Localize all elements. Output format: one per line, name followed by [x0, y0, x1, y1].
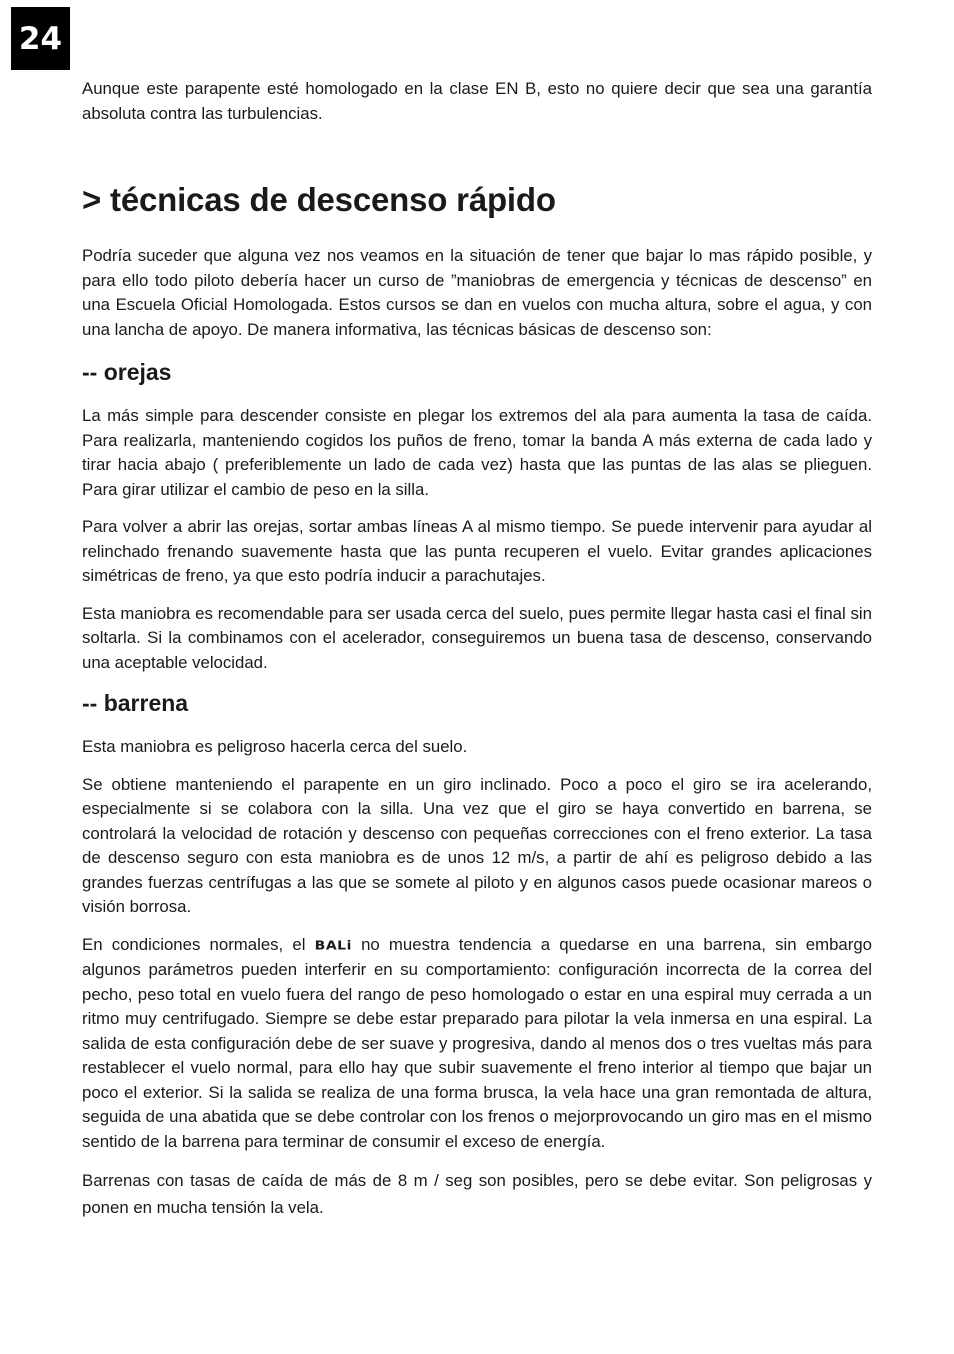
barrena-paragraph-1: Esta maniobra es peligroso hacerla cerca del suelo.: [82, 737, 468, 756]
barrena-final-paragraph: Barrenas con tasas de caída de más de 8 m / seg son posibles, pero se debe evitar. Son peligrosas y ponen en mucha tensión la vela.: [82, 1171, 872, 1217]
bali-brand-logo: BALi: [314, 938, 352, 953]
page-number: 24: [11, 7, 70, 70]
section-title: > técnicas de descenso rápido: [82, 181, 556, 218]
page-content: [82, 77, 872, 1234]
barrena-heading: -- barrena: [82, 690, 189, 716]
orejas-heading: -- orejas: [82, 359, 172, 385]
orejas-paragraph-2: Para volver a abrir las orejas, sortar ambas líneas A al mismo tiempo. Se puede intervenir para ayudar al relinchado frenando suavemente hasta que las punta recuperen el vuelo. Evitar grandes aplicaciones simétricas de freno, ya que esto podría inducir a parachutajes.: [82, 517, 872, 585]
section-intro-paragraph: Podría suceder que alguna vez nos veamos en la situación de tener que bajar lo mas rápido posible, y para ello todo piloto debería hacer un curso de ”maniobras de emergencia y técnicas de descenso” en una Escuela Oficial Homologada. Estos cursos se dan en vuelos con mucha altura, sobre el agua, y con una lancha de apoyo. De manera informativa, las técnicas básicas de descenso son:: [82, 246, 872, 339]
orejas-paragraph-1: La más simple para descender consiste en plegar los extremos del ala para aumenta la tasa de caída. Para realizarla, manteniendo cogidos los puños de freno, tomar la banda A más externa de cada lado y tirar hacia abajo ( preferiblemente un lado de cada vez) hasta que las puntas de las alas se plieguen. Para girar utilizar el cambio de peso en la silla.: [82, 406, 872, 499]
bali-text-before: En condiciones normales, el: [82, 934, 306, 954]
barrena-paragraph-3: [82, 933, 872, 1155]
barrena-paragraph-2: Se obtiene manteniendo el parapente en un giro inclinado. Poco a poco el giro se ira acelerando, especialmente si se colabora con la silla. Una vez que el giro se haya convertido en barrena, se controlará la velocidad de rotación y descenso con pequeñas correcciones con el freno exterior. La tasa de descenso seguro con esta maniobra es de unos 12 m/s, a partir de ahí es peligroso debido a las grandes fuerzas centrífugas a las que se somete al piloto y en algunos casos puede ocasionar mareos o visión borrosa.: [82, 774, 872, 916]
bali-text-after: no muestra tendencia a quedarse en una barrena, sin embargo algunos parámetros pueden interferir en su comportamiento: configuración incorrecta de la correa del pecho, peso total en vuelo fuera del rango de peso homologado o estar en una espiral muy cerrada a un ritmo muy centrifugado. Siempre se debe estar preparado para pilotar la vela inmersa en una espiral. La salida de esta configuración debe de ser suave y progresiva, dando al menos dos o tres vueltas más para restablecer el vuelo normal, para ello hay que subir suavemente el freno interior al tiempo que bajar un poco el exterior. Si la salida se realiza de una forma brusca, la vela hace una gran remontada de altura, seguida de una abatida que se debe controlar con los frenos o mejorprovocando un giro mas en el mismo sentido de la barrena para terminar de consumir el exceso de energía.: [82, 934, 872, 1151]
intro-paragraph: Aunque este parapente esté homologado en la clase EN B, esto no quiere decir que sea una garantía absoluta contra las turbulencias.: [82, 79, 872, 123]
orejas-paragraph-3: Esta maniobra es recomendable para ser usada cerca del suelo, pues permite llegar hasta casi el final sin soltarla. Si la combinamos con el acelerador, conseguiremos un buena tasa de descenso, conservando una aceptable velocidad.: [82, 603, 872, 672]
